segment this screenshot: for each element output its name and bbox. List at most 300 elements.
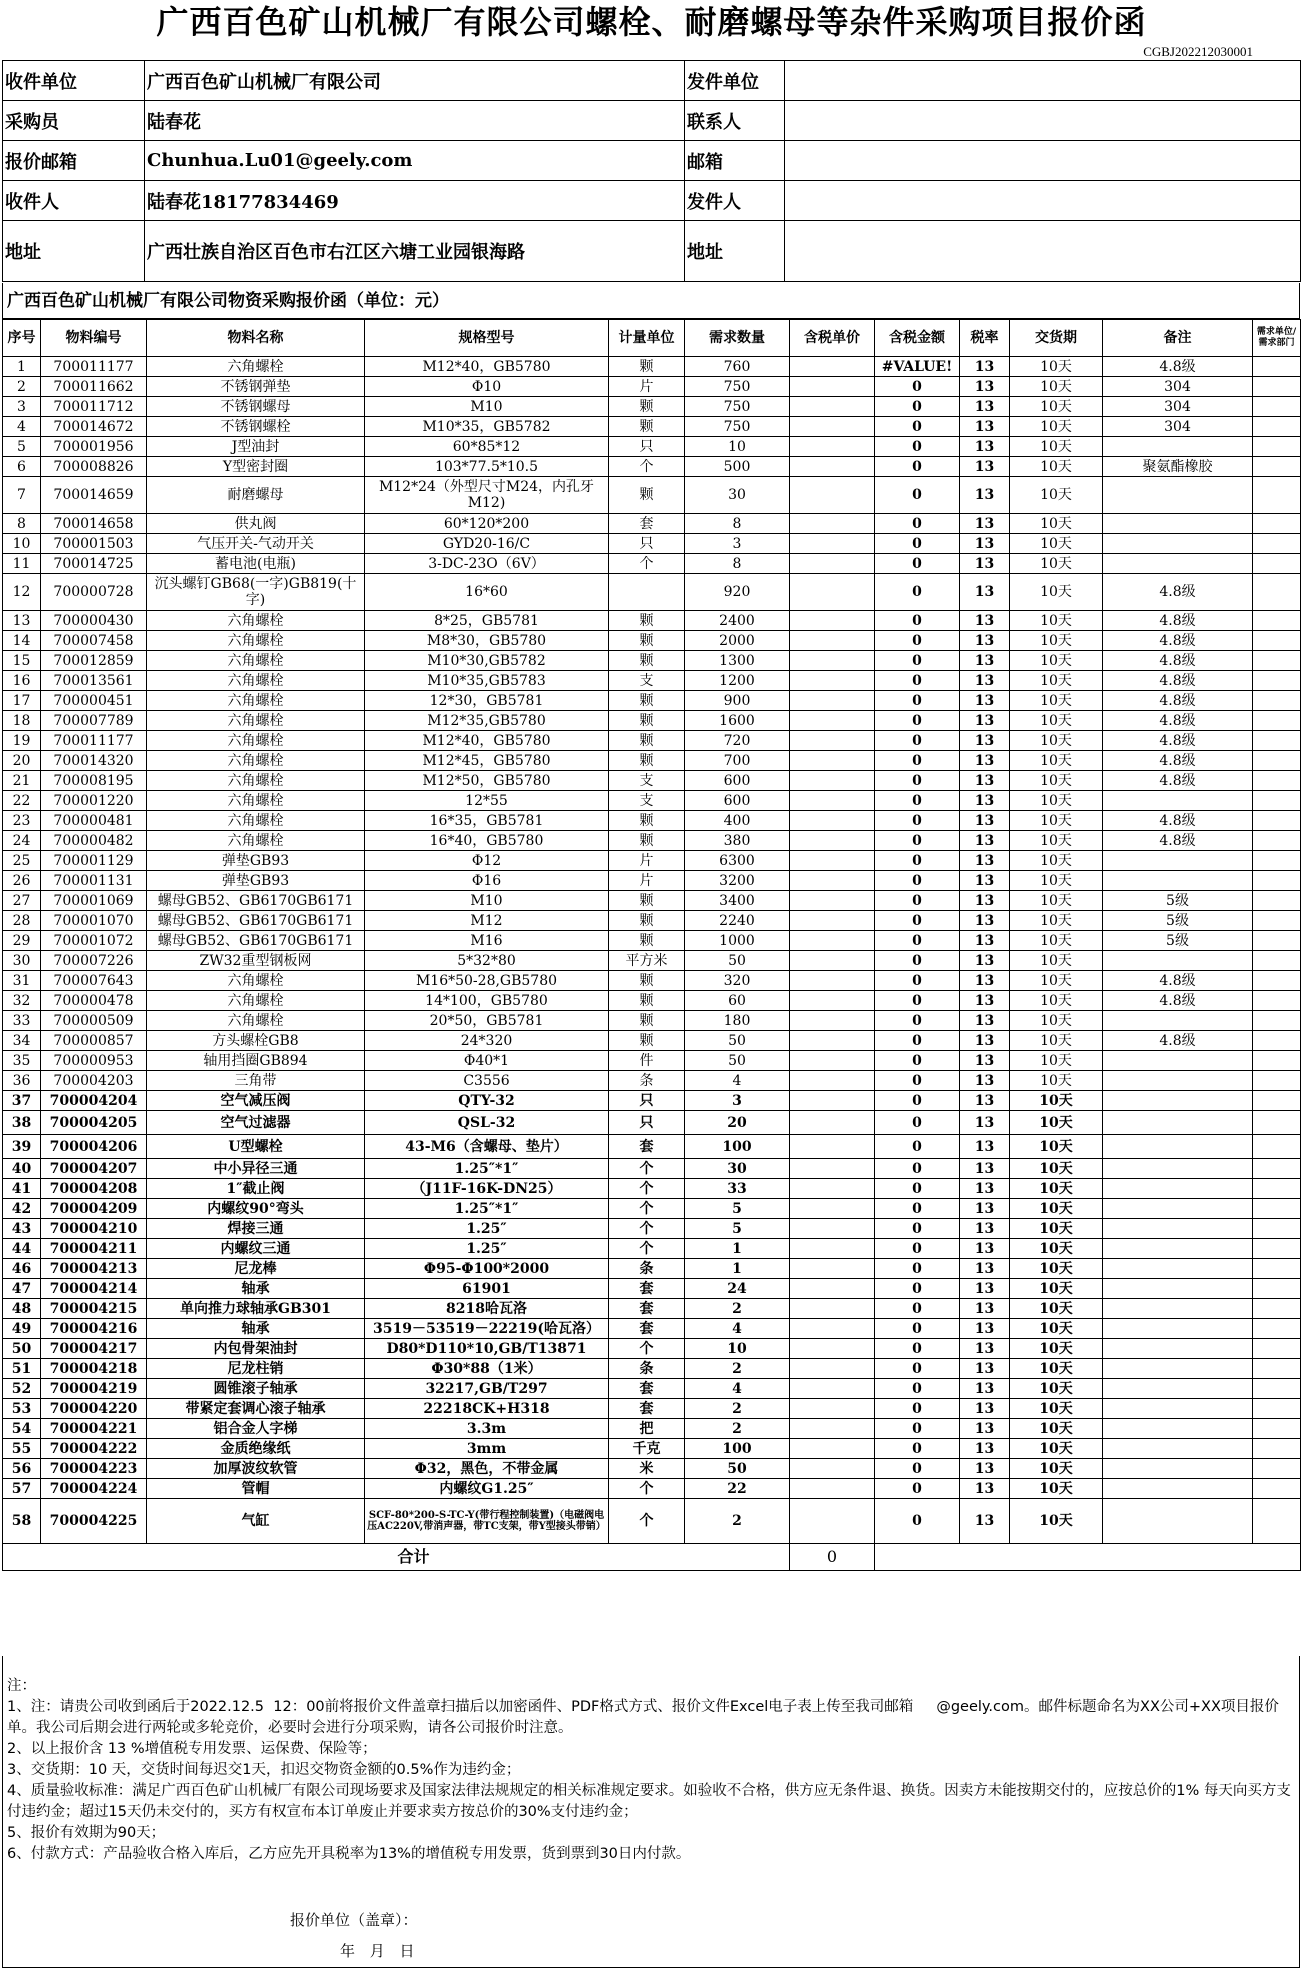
table-cell: 13 bbox=[960, 554, 1010, 574]
table-cell: 700000953 bbox=[41, 1051, 147, 1071]
table-cell bbox=[1253, 1091, 1301, 1111]
table-cell: 片 bbox=[609, 871, 685, 891]
table-cell: 3400 bbox=[685, 891, 790, 911]
table-cell[interactable] bbox=[790, 871, 875, 891]
table-cell[interactable] bbox=[790, 1279, 875, 1299]
table-cell[interactable] bbox=[790, 1379, 875, 1399]
table-cell[interactable] bbox=[790, 671, 875, 691]
table-cell bbox=[1103, 1399, 1253, 1419]
table-cell: 颗 bbox=[609, 1031, 685, 1051]
table-cell: 700007226 bbox=[41, 951, 147, 971]
table-cell: 轴承 bbox=[147, 1279, 365, 1299]
table-cell: 13 bbox=[960, 534, 1010, 554]
table-cell: 3 bbox=[685, 1091, 790, 1111]
table-cell: 金质绝缘纸 bbox=[147, 1439, 365, 1459]
table-row bbox=[3, 651, 1301, 671]
table-cell: M8*30，GB5780 bbox=[365, 631, 609, 651]
table-cell: 0 bbox=[875, 611, 960, 631]
address-value[interactable]: 广西壮族自治区百色市右江区六塘工业园银海路 bbox=[145, 221, 685, 282]
column-header: 需求数量 bbox=[685, 320, 790, 357]
table-cell: GYD20-16/C bbox=[365, 534, 609, 554]
table-cell: 720 bbox=[685, 731, 790, 751]
table-cell: U型螺栓 bbox=[147, 1135, 365, 1159]
items-table bbox=[2, 319, 1301, 1571]
table-cell: 4.8级 bbox=[1103, 651, 1253, 671]
table-cell bbox=[1253, 514, 1301, 534]
table-cell[interactable] bbox=[790, 851, 875, 871]
note-line: 3、交货期：10 天，交货时间每迟交1天，扣迟交物资金额的0.5%作为违约金； bbox=[7, 1762, 521, 1778]
table-row bbox=[3, 1459, 1301, 1479]
table-cell: 只 bbox=[609, 534, 685, 554]
table-cell: 13 bbox=[960, 1051, 1010, 1071]
table-cell: 0 bbox=[875, 514, 960, 534]
table-cell: 13 bbox=[960, 1239, 1010, 1259]
table-cell: M12*35,GB5780 bbox=[365, 711, 609, 731]
table-cell[interactable] bbox=[790, 1479, 875, 1499]
table-cell: 50 bbox=[685, 1031, 790, 1051]
table-cell: Φ32，黑色，不带金属 bbox=[365, 1459, 609, 1479]
table-cell[interactable] bbox=[790, 831, 875, 851]
table-cell[interactable] bbox=[790, 417, 875, 437]
table-cell[interactable] bbox=[790, 611, 875, 631]
table-cell[interactable] bbox=[790, 911, 875, 931]
table-cell: 700011177 bbox=[41, 357, 147, 377]
table-cell: 0 bbox=[875, 1499, 960, 1544]
table-cell: 700000481 bbox=[41, 811, 147, 831]
table-cell: 700001129 bbox=[41, 851, 147, 871]
table-cell: 0 bbox=[875, 1359, 960, 1379]
table-cell: 33 bbox=[685, 1179, 790, 1199]
table-cell: 4.8级 bbox=[1103, 671, 1253, 691]
table-cell: 0 bbox=[875, 631, 960, 651]
table-cell: 24 bbox=[3, 831, 41, 851]
table-cell: 700004221 bbox=[41, 1419, 147, 1439]
table-cell: 2 bbox=[685, 1419, 790, 1439]
table-row bbox=[3, 357, 1301, 377]
table-cell: 100 bbox=[685, 1439, 790, 1459]
table-cell: 平方米 bbox=[609, 951, 685, 971]
table-cell: Φ16 bbox=[365, 871, 609, 891]
column-header: 物料名称 bbox=[147, 320, 365, 357]
email-value[interactable]: Chunhua.Lu01@geely.com bbox=[145, 141, 685, 181]
table-row bbox=[3, 574, 1301, 611]
table-cell bbox=[1253, 771, 1301, 791]
table-cell: 管帽 bbox=[147, 1479, 365, 1499]
table-cell[interactable] bbox=[790, 1459, 875, 1479]
table-cell: 3519－53519－22219(哈瓦洛） bbox=[365, 1319, 609, 1339]
table-cell: 0 bbox=[875, 971, 960, 991]
table-cell: 13 bbox=[960, 691, 1010, 711]
table-cell: 10天 bbox=[1010, 1051, 1103, 1071]
table-cell: 13 bbox=[960, 951, 1010, 971]
table-cell: 17 bbox=[3, 691, 41, 711]
table-cell: M10 bbox=[365, 397, 609, 417]
table-cell: 31 bbox=[3, 971, 41, 991]
table-cell: 58 bbox=[3, 1499, 41, 1544]
table-cell[interactable] bbox=[790, 1359, 875, 1379]
table-cell: 700014320 bbox=[41, 751, 147, 771]
table-cell: 38 bbox=[3, 1111, 41, 1135]
table-cell: 4.8级 bbox=[1103, 574, 1253, 611]
table-cell: 700004217 bbox=[41, 1339, 147, 1359]
table-cell: Φ95-Φ100*2000 bbox=[365, 1259, 609, 1279]
table-cell bbox=[1253, 417, 1301, 437]
table-cell[interactable] bbox=[790, 1031, 875, 1051]
table-cell: 10天 bbox=[1010, 1091, 1103, 1111]
table-cell: 10 bbox=[685, 437, 790, 457]
table-cell: 六角螺栓 bbox=[147, 751, 365, 771]
table-cell: 4.8级 bbox=[1103, 1031, 1253, 1051]
table-cell: 25 bbox=[3, 851, 41, 871]
table-cell[interactable] bbox=[790, 1199, 875, 1219]
notes-section bbox=[2, 1656, 1300, 1968]
table-cell bbox=[609, 574, 685, 611]
table-cell[interactable] bbox=[790, 357, 875, 377]
table-cell: 10天 bbox=[1010, 791, 1103, 811]
table-cell: 个 bbox=[609, 1179, 685, 1199]
table-cell: 13 bbox=[960, 1299, 1010, 1319]
table-cell: 焊接三通 bbox=[147, 1219, 365, 1239]
table-row bbox=[3, 811, 1301, 831]
table-row bbox=[3, 1051, 1301, 1071]
table-cell: 蓄电池(电瓶) bbox=[147, 554, 365, 574]
table-cell bbox=[1253, 397, 1301, 417]
table-cell: 六角螺栓 bbox=[147, 791, 365, 811]
table-row bbox=[3, 1319, 1301, 1339]
table-cell: 13 bbox=[960, 891, 1010, 911]
table-cell[interactable] bbox=[790, 514, 875, 534]
recv-unit-label: 收件单位 bbox=[3, 61, 145, 101]
table-cell: 8 bbox=[3, 514, 41, 534]
table-cell: 13 bbox=[960, 1419, 1010, 1439]
table-cell: QTY-32 bbox=[365, 1091, 609, 1111]
table-cell: 条 bbox=[609, 1071, 685, 1091]
table-cell: 61901 bbox=[365, 1279, 609, 1299]
table-cell: 304 bbox=[1103, 377, 1253, 397]
recv-unit-value[interactable]: 广西百色矿山机械厂有限公司 bbox=[145, 61, 685, 101]
mailbox-value[interactable] bbox=[785, 141, 1301, 181]
table-cell: 不锈钢螺母 bbox=[147, 397, 365, 417]
table-cell: 10天 bbox=[1010, 671, 1103, 691]
table-cell: 0 bbox=[875, 1239, 960, 1259]
table-cell bbox=[1253, 1439, 1301, 1459]
table-cell[interactable] bbox=[790, 377, 875, 397]
table-cell: 22 bbox=[3, 791, 41, 811]
table-cell: 10天 bbox=[1010, 871, 1103, 891]
table-cell: 10天 bbox=[1010, 1239, 1103, 1259]
table-cell: 13 bbox=[960, 1359, 1010, 1379]
column-header: 计量单位 bbox=[609, 320, 685, 357]
table-cell bbox=[1253, 671, 1301, 691]
table-cell[interactable] bbox=[790, 711, 875, 731]
table-row bbox=[3, 1179, 1301, 1199]
table-cell: 0 bbox=[875, 1459, 960, 1479]
table-cell: 13 bbox=[960, 437, 1010, 457]
table-cell[interactable] bbox=[790, 1071, 875, 1091]
table-cell[interactable] bbox=[790, 457, 875, 477]
table-cell bbox=[1103, 437, 1253, 457]
table-cell[interactable] bbox=[790, 931, 875, 951]
table-cell: 0 bbox=[875, 1091, 960, 1111]
table-row bbox=[3, 1379, 1301, 1399]
table-cell: 20*50，GB5781 bbox=[365, 1011, 609, 1031]
table-cell bbox=[1103, 1159, 1253, 1179]
table-cell: 13 bbox=[960, 911, 1010, 931]
address2-value[interactable] bbox=[785, 221, 1301, 282]
table-cell bbox=[1103, 871, 1253, 891]
table-cell[interactable] bbox=[790, 1091, 875, 1111]
table-cell[interactable] bbox=[790, 1259, 875, 1279]
recipient-label: 收件人 bbox=[3, 181, 145, 221]
table-cell: 5 bbox=[685, 1199, 790, 1219]
table-cell bbox=[1103, 1071, 1253, 1091]
table-cell: 10天 bbox=[1010, 457, 1103, 477]
table-cell: 空气过滤器 bbox=[147, 1111, 365, 1135]
table-cell[interactable] bbox=[790, 1111, 875, 1135]
table-cell bbox=[1253, 731, 1301, 751]
send-unit-label: 发件单位 bbox=[685, 61, 785, 101]
table-cell[interactable] bbox=[790, 1011, 875, 1031]
table-cell: 2 bbox=[685, 1399, 790, 1419]
table-cell[interactable] bbox=[790, 1159, 875, 1179]
table-cell: 4.8级 bbox=[1103, 357, 1253, 377]
table-cell: 0 bbox=[875, 1479, 960, 1499]
table-cell: 套 bbox=[609, 514, 685, 534]
table-row bbox=[3, 711, 1301, 731]
table-cell: 0 bbox=[875, 1419, 960, 1439]
table-row bbox=[3, 911, 1301, 931]
table-cell: 10天 bbox=[1010, 1439, 1103, 1459]
table-cell: 六角螺栓 bbox=[147, 357, 365, 377]
table-cell: 10天 bbox=[1010, 1339, 1103, 1359]
table-row bbox=[3, 871, 1301, 891]
table-cell: 不锈钢弹垫 bbox=[147, 377, 365, 397]
date-label: 年 月 日 bbox=[340, 1942, 415, 1960]
table-cell: M10*30,GB5782 bbox=[365, 651, 609, 671]
table-cell: 0 bbox=[875, 831, 960, 851]
table-cell bbox=[1103, 1359, 1253, 1379]
table-cell: 带紧定套调心滚子轴承 bbox=[147, 1399, 365, 1419]
table-cell[interactable] bbox=[790, 791, 875, 811]
table-cell: 0 bbox=[875, 731, 960, 751]
table-cell bbox=[1103, 1259, 1253, 1279]
table-cell: 个 bbox=[609, 1239, 685, 1259]
table-row bbox=[3, 1091, 1301, 1111]
table-cell: 1300 bbox=[685, 651, 790, 671]
table-row bbox=[3, 1159, 1301, 1179]
table-cell: 700007789 bbox=[41, 711, 147, 731]
table-row bbox=[3, 1359, 1301, 1379]
table-cell[interactable] bbox=[790, 651, 875, 671]
table-cell: 700001070 bbox=[41, 911, 147, 931]
table-cell bbox=[1253, 1259, 1301, 1279]
page-title: 广西百色矿山机械厂有限公司螺栓、耐磨螺母等杂件采购项目报价函 bbox=[156, 3, 1147, 41]
table-cell bbox=[1103, 1339, 1253, 1359]
table-cell: 8 bbox=[685, 514, 790, 534]
table-cell bbox=[1103, 1279, 1253, 1299]
column-header: 税率 bbox=[960, 320, 1010, 357]
table-cell: 10天 bbox=[1010, 1011, 1103, 1031]
table-cell: 43 bbox=[3, 1219, 41, 1239]
table-cell: 53 bbox=[3, 1399, 41, 1419]
table-cell[interactable] bbox=[790, 811, 875, 831]
table-cell: 700000451 bbox=[41, 691, 147, 711]
table-cell: QSL-32 bbox=[365, 1111, 609, 1135]
table-cell: 3.3m bbox=[365, 1419, 609, 1439]
table-cell[interactable] bbox=[790, 771, 875, 791]
table-cell[interactable] bbox=[790, 1339, 875, 1359]
table-cell: 0 bbox=[875, 931, 960, 951]
table-cell[interactable] bbox=[790, 437, 875, 457]
send-unit-value[interactable] bbox=[785, 61, 1301, 101]
table-cell: 六角螺栓 bbox=[147, 971, 365, 991]
note-line: 1、注：请贵公司收到函后于2022.12.5 12：00前将报价文件盖章扫描后以加密函件、PDF格式方式、报价文件Excel电子表上传至我司邮箱 @geely.com。邮件标题命名为XX公司+XX项目报价单。我公司后期会进行两轮或多轮竞价，必要时会进行分项采购，请各公司报价时注意。 bbox=[7, 1699, 1279, 1736]
table-cell: 空气减压阀 bbox=[147, 1091, 365, 1111]
table-cell: 700004207 bbox=[41, 1159, 147, 1179]
table-cell: 颗 bbox=[609, 731, 685, 751]
table-cell: 700011712 bbox=[41, 397, 147, 417]
table-cell[interactable] bbox=[790, 751, 875, 771]
table-cell: 10天 bbox=[1010, 1031, 1103, 1051]
table-cell: 颗 bbox=[609, 991, 685, 1011]
table-cell bbox=[1253, 1135, 1301, 1159]
table-cell: 44 bbox=[3, 1239, 41, 1259]
table-cell: 颗 bbox=[609, 631, 685, 651]
table-cell: 5级 bbox=[1103, 891, 1253, 911]
table-cell[interactable] bbox=[790, 1399, 875, 1419]
table-cell: 13 bbox=[960, 1319, 1010, 1339]
table-cell: M16*50-28,GB5780 bbox=[365, 971, 609, 991]
table-cell: 3mm bbox=[365, 1439, 609, 1459]
table-cell: 颗 bbox=[609, 357, 685, 377]
table-cell[interactable] bbox=[790, 1299, 875, 1319]
table-cell: 0 bbox=[875, 1439, 960, 1459]
table-cell: 52 bbox=[3, 1379, 41, 1399]
table-row bbox=[3, 791, 1301, 811]
table-cell: 13 bbox=[960, 631, 1010, 651]
table-cell: 14*100，GB5780 bbox=[365, 991, 609, 1011]
table-row bbox=[3, 1399, 1301, 1419]
table-cell[interactable] bbox=[790, 1419, 875, 1439]
table-cell[interactable] bbox=[790, 534, 875, 554]
table-cell: 13 bbox=[960, 1339, 1010, 1359]
buyer-value[interactable]: 陆春花 bbox=[145, 101, 685, 141]
table-cell[interactable] bbox=[790, 1051, 875, 1071]
table-cell: 套 bbox=[609, 1299, 685, 1319]
table-cell: 0 bbox=[875, 691, 960, 711]
table-cell: 13 bbox=[960, 514, 1010, 534]
table-cell: 条 bbox=[609, 1359, 685, 1379]
table-cell: 13 bbox=[960, 1011, 1010, 1031]
table-row bbox=[3, 831, 1301, 851]
table-cell: 10天 bbox=[1010, 1299, 1103, 1319]
table-cell: 20 bbox=[685, 1111, 790, 1135]
contact-value[interactable] bbox=[785, 101, 1301, 141]
table-cell: 10天 bbox=[1010, 851, 1103, 871]
table-cell: 700013561 bbox=[41, 671, 147, 691]
table-cell[interactable] bbox=[790, 971, 875, 991]
table-cell bbox=[1103, 1379, 1253, 1399]
table-cell[interactable] bbox=[790, 731, 875, 751]
table-cell[interactable] bbox=[790, 397, 875, 417]
sender-value[interactable] bbox=[785, 181, 1301, 221]
table-cell[interactable] bbox=[790, 574, 875, 611]
table-cell: 13 bbox=[960, 651, 1010, 671]
document-code: CGBJ202212030001 bbox=[1143, 44, 1253, 59]
table-cell[interactable] bbox=[790, 891, 875, 911]
table-cell[interactable] bbox=[790, 477, 875, 514]
table-cell[interactable] bbox=[790, 1439, 875, 1459]
table-cell[interactable] bbox=[790, 631, 875, 651]
table-cell bbox=[1253, 377, 1301, 397]
table-cell: 30 bbox=[685, 1159, 790, 1179]
table-cell: 900 bbox=[685, 691, 790, 711]
table-cell[interactable] bbox=[790, 1319, 875, 1339]
table-cell: 颗 bbox=[609, 1011, 685, 1031]
table-row bbox=[3, 1199, 1301, 1219]
table-cell: 700004225 bbox=[41, 1499, 147, 1544]
table-cell: 32 bbox=[3, 991, 41, 1011]
table-cell: 六角螺栓 bbox=[147, 671, 365, 691]
table-cell: 聚氨酯橡胶 bbox=[1103, 457, 1253, 477]
column-header: 物料编号 bbox=[41, 320, 147, 357]
table-cell[interactable] bbox=[790, 1239, 875, 1259]
table-cell: 个 bbox=[609, 1479, 685, 1499]
table-cell: 六角螺栓 bbox=[147, 811, 365, 831]
table-cell: 4 bbox=[685, 1071, 790, 1091]
table-row bbox=[3, 1439, 1301, 1459]
table-cell[interactable] bbox=[790, 1135, 875, 1159]
table-cell[interactable] bbox=[790, 991, 875, 1011]
table-cell: 10天 bbox=[1010, 931, 1103, 951]
table-cell: 0 bbox=[875, 951, 960, 971]
table-cell: 10天 bbox=[1010, 1111, 1103, 1135]
total-label: 合计 bbox=[397, 1547, 430, 1566]
table-cell[interactable] bbox=[790, 554, 875, 574]
recipient-value[interactable]: 陆春花18177834469 bbox=[145, 181, 685, 221]
table-row bbox=[3, 691, 1301, 711]
table-row bbox=[3, 534, 1301, 554]
table-cell: 0 bbox=[875, 1219, 960, 1239]
table-cell: 颗 bbox=[609, 611, 685, 631]
table-cell bbox=[1253, 791, 1301, 811]
table-cell[interactable] bbox=[790, 951, 875, 971]
table-cell: 0 bbox=[875, 1259, 960, 1279]
table-cell bbox=[1253, 871, 1301, 891]
table-cell: 56 bbox=[3, 1459, 41, 1479]
table-cell[interactable] bbox=[790, 1179, 875, 1199]
table-cell: 13 bbox=[960, 1459, 1010, 1479]
table-cell[interactable] bbox=[790, 1499, 875, 1544]
table-cell[interactable] bbox=[790, 1219, 875, 1239]
table-cell: 700000728 bbox=[41, 574, 147, 611]
table-row bbox=[3, 1111, 1301, 1135]
table-cell: 4.8级 bbox=[1103, 731, 1253, 751]
table-cell: 5级 bbox=[1103, 911, 1253, 931]
table-cell bbox=[1253, 711, 1301, 731]
table-cell: 轴承 bbox=[147, 1319, 365, 1339]
table-cell bbox=[1253, 1279, 1301, 1299]
table-cell bbox=[1253, 1011, 1301, 1031]
table-cell[interactable] bbox=[790, 691, 875, 711]
table-cell: 13 bbox=[960, 1379, 1010, 1399]
total-value: 0 bbox=[790, 1544, 875, 1571]
table-cell: 0 bbox=[875, 891, 960, 911]
table-cell bbox=[1103, 1051, 1253, 1071]
table-cell: 0 bbox=[875, 397, 960, 417]
table-cell: 13 bbox=[960, 1159, 1010, 1179]
note-line: 6、付款方式：产品验收合格入库后，乙方应先开具税率为13%的增值税专用发票，货到票到30日内付款。 bbox=[7, 1846, 691, 1862]
